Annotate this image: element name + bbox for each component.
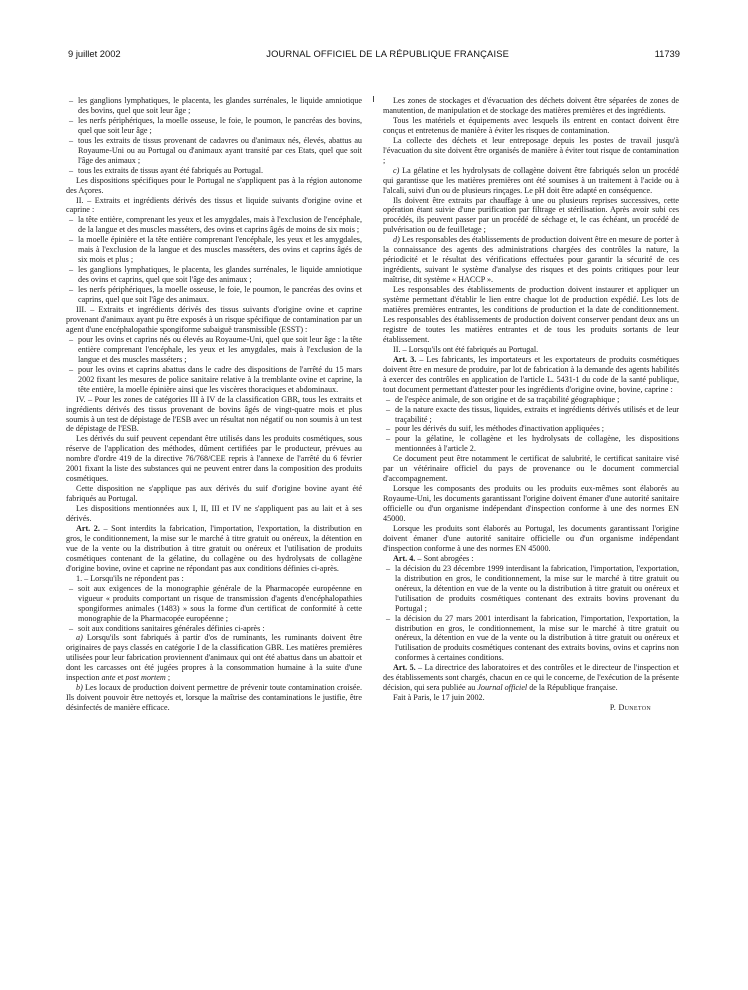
header-page-number: 11739 <box>654 48 680 59</box>
paragraph: Les zones de stockages et d'évacuation des déchets doivent être séparées de zones de manutention, de manipulation et de stockage des matières premières et des ingrédients. <box>383 96 679 115</box>
bullet-list-conditions <box>66 584 362 634</box>
bullet-list-repealed <box>383 564 679 664</box>
paragraph: Les dérivés du suif peuvent cependant être utilisés dans les produits cosmétiques, sous réserve de l'application des méthodes, dûment certifiées par le producteur, prévues au nombre d'ordre 419 de la directive 76/768/CEE repris à l'annexe de l'arrêté du 6 février 2001 fixant la liste des substances qui ne peuvent entrer dans la composition des produits cosmétiques. <box>66 434 362 484</box>
list-item: – la moelle épinière et la tête entière comprenant l'encéphale, les yeux et les amygdales, mais à l'exclusion de la langue et des muscles masséters, des ovins et caprins âgés de six mois et plus ; <box>66 235 362 265</box>
item-text: Les responsables des établissements de production doivent être en mesure de porter à la connaissance des agents des administrations chargées des contrôles la nature, la périodicité et le résultat des vérifications effectuées pour garantir la sécurité de ces ingrédients, suivant le système d'analyse des risques et des points critiques pour leur maîtrise, dit système « HACCP ». <box>383 235 679 285</box>
article-label: Art. 5. <box>393 663 416 673</box>
article-text: – Les fabricants, les importateurs et les exportateurs de produits cosmétiques doivent être en mesure de produire, par lot de fabrication à la demande des agents habilités à exercer des contrôles en application de l'article L. 5431-1 du code de la santé publique, tout document permettant d'attester pour les ingrédients d'origine ovine, bovine, caprine : <box>383 354 679 394</box>
header-title: JOURNAL OFFICIEL DE LA RÉPUBLIQUE FRANÇAISE <box>266 48 510 59</box>
article-label: Art. 4. <box>393 553 416 563</box>
list-item: – pour la gélatine, le collagène et les hydrolysats de collagène, les dispositions mentionnées à l'article 2. <box>383 434 679 454</box>
list-item: – les nerfs périphériques, la moelle osseuse, le foie, le poumon, le pancréas des bovins, quel que soit leur âge ; <box>66 116 362 136</box>
item-label: b) <box>76 683 83 693</box>
article-5 <box>383 663 679 693</box>
list-item: – de l'espèce animale, de son origine et de sa traçabilité géographique ; <box>383 395 679 405</box>
item-text: La gélatine et les hydrolysats de collagène doivent être fabriqués selon un procédé qui garantisse que les matières premières ont été soumises à un traitement à l'acide ou à l'alcali, suivi d'un ou de plusieurs rinçages. Le pH doit être adapté en conséquence. <box>383 165 679 195</box>
item-text: et <box>115 673 126 683</box>
paragraph: II. – Lorsqu'ils ont été fabriqués au Portugal. <box>393 344 539 354</box>
signature <box>383 703 679 713</box>
list-item: – la tête entière, comprenant les yeux et les amygdales, mais à l'exclusion de l'encéphale, de la langue et des muscles masséters, des ovins et caprins âgés de moins de six mois ; <box>66 215 362 235</box>
paragraph: Les responsables des établissements de production doivent instaurer et appliquer un système permettant d'établir le lien entre chaque lot de production expédié. Les lots de matières premières entrantes, les conditions de production et la date de conditionnement. Les responsables des établissements de production doivent conserver pendant deux ans un registre de toutes les matières entrantes et de tous les produits sortants de leur établissement. <box>383 285 679 344</box>
italic-term: post mortem <box>125 673 166 683</box>
article-4 <box>383 554 679 564</box>
list-item: – pour les ovins et caprins abattus dans le cadre des dispositions de l'arrêté du 15 mars 2002 fixant les mesures de police sanitaire relative à la tremblante ovine et caprine, la tête entière, la moelle épinière ainsi que les viscères thoraciques et abdominaux. <box>66 365 362 395</box>
list-item: – soit aux conditions sanitaires générales définies ci-après : <box>66 624 362 634</box>
journal-name: Journal officiel <box>477 683 528 693</box>
article-text: de la République française. <box>527 683 618 693</box>
paragraph: Ils doivent être extraits par chauffage à une ou plusieurs reprises successives, cette opération étant suivie d'une purification par filtrage et stérilisation. Après avoir subi ces procédés, ils peuvent passer par un procédé de séchage et, le cas échéant, un procédé de pulvérisation ou de feuilletage ; <box>383 195 679 235</box>
article-label: Art. 3. <box>393 354 417 364</box>
item-text: Les locaux de production doivent permettre de prévenir toute contamination croisée. Ils doivent pouvoir être nettoyés et, lorsque la maîtrise des contaminations le justifie, être désinfectés de manière efficace. <box>66 683 362 713</box>
item-label: d) <box>393 235 400 245</box>
item-text: Lorsqu'ils sont fabriqués à partir d'os de ruminants, les ruminants doivent être originaires de pays classés en catégorie I de la classification GBR. Les matières premières utilisées pour leur fabrication proviennent d'animaux qui ont été abattus dans un abattoir et dont les carcasses ont été jugées propres à la consommation humaine à la suite d'une inspection <box>66 633 362 683</box>
column-divider <box>373 96 374 102</box>
bullet-list-esst <box>66 335 362 395</box>
list-item: – soit aux exigences de la monographie générale de la Pharmacopée européenne en vigueur « produits comportant un risque de transmission d'agents d'encéphalopathies spongiformes animales (1483) » sous la forme d'un certificat de conformité à cette monographie de la Pharmacopée européenne ; <box>66 584 362 624</box>
list-item: – tous les extraits de tissus ayant été fabriqués au Portugal. <box>66 166 362 176</box>
article-text: – Sont abrogées : <box>415 553 474 563</box>
signature-name: P. Duneton <box>609 703 651 713</box>
paragraph: Ce document peut être notamment le certificat de salubrité, le certificat sanitaire visé par un vétérinaire officiel du pays de provenance ou le document commercial d'accompagnement. <box>383 454 679 484</box>
list-item: – les ganglions lymphatiques, le placenta, les glandes surrénales, le liquide amniotique des ovins et caprins, quel que soit l'âge des animaux ; <box>66 265 362 285</box>
article-text: – La directrice des laboratoires et des contrôles et le directeur de l'inspection et des établissements sont chargés, chacun en ce qui le concerne, de l'exécution de la présente décision, qui sera publiée au <box>383 663 679 693</box>
paragraph: Lorsque les composants des produits ou les produits eux-mêmes sont élaborés au Royaume-Uni, les documents garantissant l'origine doivent émaner d'une autorité sanitaire officielle ou d'un organisme indépendant d'inspection conforme à une des normes EN 45000. <box>383 484 679 524</box>
section-heading-iv: IV. – Pour les zones de catégories III à IV de la classification GBR, tous les extraits et ingrédients dérivés des tissus provenant de bovins âgés de vingt-quatre mois et plus soumis à un test de dépistage de l'ESB avec un résultat non négatif ou non soumis à un test de dépistage de l'ESB. <box>66 394 362 434</box>
paragraph: Tous les matériels et équipements avec lesquels ils entrent en contact doivent être conçus et entretenus de manière à éviter les risques de contamination. <box>383 115 679 135</box>
article-3 <box>383 355 679 395</box>
paragraph: La collecte des déchets et leur entreposage depuis les postes de travail jusqu'à l'évacuation du site doivent être organisés de manière à éviter tout risque de contamination ; <box>383 135 679 165</box>
header-date: 9 juillet 2002 <box>68 48 121 59</box>
paragraph: Cette disposition ne s'applique pas aux dérivés du suif d'origine bovine ayant été fabriqués au Portugal. <box>66 484 362 504</box>
paragraph: 1. – Lorsqu'ils ne répondent pas : <box>76 573 184 583</box>
list-item: – pour les ovins et caprins nés ou élevés au Royaume-Uni, quel que soit leur âge : la tête entière comprenant l'encéphale, les yeux et les amygdales, mais à l'exclusion de la langue et des muscles masséters ; <box>66 335 362 365</box>
article-label: Art. 2. <box>76 523 100 533</box>
bullet-list-ovine-tissues <box>66 215 362 305</box>
list-item: – la décision du 23 décembre 1999 interdisant la fabrication, l'importation, l'exportation, la distribution en gros, le conditionnement, la mise sur le marché à titre gratuit ou onéreux, la détention en vue de la vente ou la distribution à titre gratuit ou onéreux et l'utilisation de produits cosmétiques contenant des extraits bovins provenant du Portugal ; <box>383 564 679 614</box>
paragraph-c <box>383 166 679 196</box>
paragraph-b <box>66 683 362 713</box>
bullet-list-attestation <box>383 395 679 455</box>
section-heading-iii: III. – Extraits et ingrédients dérivés des tissus suivants d'origine ovine et caprine provenant d'animaux ayant pu être exposés à un risque spécifique de contamination par un agent d'une encéphalopathie spongiforme subaiguë transmissible (ESST) : <box>66 305 362 334</box>
list-item: – les nerfs périphériques, la moelle osseuse, le foie, le poumon, le pancréas des ovins et caprins, quel que soit l'âge des animaux. <box>66 285 362 305</box>
item-label: c) <box>393 165 400 175</box>
italic-term: ante <box>101 673 116 683</box>
paragraph-d <box>383 235 679 285</box>
date-place-line: Fait à Paris, le 17 juin 2002. <box>393 693 485 703</box>
list-item: – de la nature exacte des tissus, liquides, extraits et ingrédients dérivés utilisés et de leur traçabilité ; <box>383 405 679 425</box>
paragraph: Les dispositions spécifiques pour le Portugal ne s'appliquent pas à la région autonome des Açores. <box>66 175 362 195</box>
item-label: a) <box>76 633 83 643</box>
list-item: – les ganglions lymphatiques, le placenta, les glandes surrénales, le liquide amniotique des bovins, quel que soit leur âge ; <box>66 96 362 116</box>
paragraph: Lorsque les produits sont élaborés au Portugal, les documents garantissant l'origine doivent émaner d'une autorité sanitaire officielle ou d'un organisme indépendant d'inspection conforme à une des normes EN 45000. <box>383 523 679 553</box>
paragraph-a <box>66 633 362 683</box>
list-item: – la décision du 27 mars 2001 interdisant la fabrication, l'importation, l'exportation, la distribution en gros, le conditionnement, la mise sur le marché à titre gratuit ou onéreux, la détention en vue de la vente ou la distribution à titre gratuit ou onéreux et l'utilisation de produits cosmétiques contenant des extraits bovins, ovins et caprins non conformes à certaines conditions. <box>383 614 679 664</box>
article-2 <box>66 524 362 574</box>
section-heading-ii: II. – Extraits et ingrédients dérivés des tissus et liquide suivants d'origine ovine et caprine : <box>66 195 362 215</box>
list-item: – tous les extraits de tissus provenant de cadavres ou d'animaux nés, élevés, abattus au Royaume-Uni ou au Portugal ou d'animaux ayant transité par ces Etats, quel que soit l'âge des animaux ; <box>66 136 362 166</box>
paragraph: Les dispositions mentionnées aux I, II, III et IV ne s'appliquent pas au lait et à ses dérivés. <box>66 504 362 524</box>
right-column <box>383 96 679 713</box>
item-text: ; <box>165 673 171 683</box>
left-column <box>66 96 362 713</box>
page-header <box>68 48 680 62</box>
bullet-list-bovine-tissues <box>66 96 362 176</box>
article-text: – Sont interdits la fabrication, l'importation, l'exportation, la distribution en gros, le conditionnement, la mise sur le marché à titre gratuit ou onéreux, la détention en vue de la vente ou la distribution à titre gratuit ou onéreux et l'utilisation de produits cosmétiques contenant de la gélatine, du collagène ou des hydrolysats de collagène d'origine bovine, ovine et caprine ne répondant pas aux conditions définies ci-après. <box>66 523 362 573</box>
list-item: – pour les dérivés du suif, les méthodes d'inactivation appliquées ; <box>383 424 679 434</box>
